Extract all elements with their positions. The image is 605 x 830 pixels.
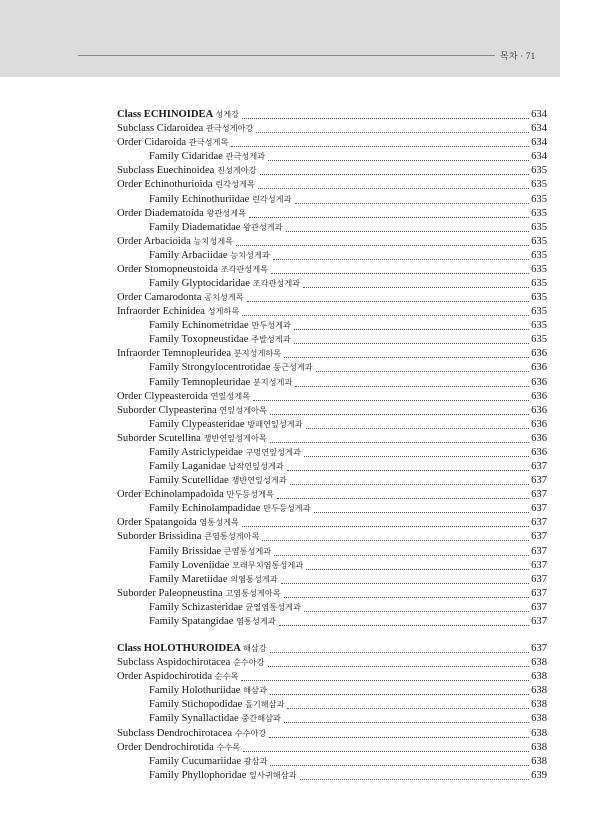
toc-entry — [117, 404, 547, 418]
toc-page-number: 637 — [531, 573, 547, 585]
toc-page-number: 637 — [531, 461, 547, 472]
toc-entry-title — [149, 683, 267, 698]
toc-page-number: 637 — [531, 531, 547, 543]
toc-entry-title — [117, 726, 266, 741]
toc-dot-leader — [243, 750, 529, 752]
toc-entry-title — [149, 417, 303, 432]
toc-entry-korean-name: 분지성게하목 — [233, 348, 282, 359]
toc-page-number: 635 — [531, 207, 547, 219]
toc-entry-title — [149, 459, 284, 474]
toc-entry-latin-name: Family Clypeasteridae — [149, 418, 245, 430]
toc-page-number: 636 — [531, 362, 547, 374]
toc-entry-korean-name: 주발성게과 — [251, 334, 291, 345]
toc-entry — [149, 474, 547, 488]
toc-entry-latin-name: Family Brissidae — [149, 545, 222, 557]
toc-page-number: 637 — [531, 615, 547, 627]
toc-entry-korean-name: 의염통성게과 — [230, 573, 278, 584]
toc-entry-title — [149, 192, 292, 207]
toc-entry — [149, 446, 547, 460]
toc-entry-korean-name: 분지성게과 — [252, 376, 293, 387]
toc-entry-title — [149, 754, 267, 769]
toc-page-number: 635 — [531, 193, 547, 205]
toc-dot-leader — [241, 679, 529, 681]
toc-entry-latin-name: Subclass Aspidochirotacea — [117, 657, 231, 669]
toc-page-number: 636 — [531, 404, 547, 416]
toc-entry-title — [149, 768, 297, 783]
toc-dot-leader — [306, 568, 529, 570]
toc-dot-leader — [262, 539, 529, 541]
toc-entry-korean-name: 납작연잎성게과 — [228, 461, 284, 471]
toc-entry-korean-name: 광삼과 — [243, 755, 268, 766]
toc-entry-korean-name: 성게하목 — [207, 306, 240, 317]
toc-entry — [117, 432, 547, 446]
toc-entry — [149, 333, 547, 347]
toc-entry — [117, 347, 547, 361]
toc-entry-korean-name: 만두성게과 — [251, 320, 291, 331]
toc-entry-title — [149, 318, 291, 333]
toc-dot-leader — [249, 216, 529, 218]
toc-entry-latin-name: Order Dendrochirotida — [117, 741, 214, 753]
toc-dot-leader — [242, 525, 529, 527]
toc-entry-latin-name: Family Loveniidae — [149, 559, 230, 571]
toc-dot-leader — [270, 693, 529, 695]
toc-entry — [117, 235, 547, 249]
toc-dot-leader — [300, 778, 530, 780]
toc-entry — [149, 319, 547, 333]
toc-dot-leader — [284, 721, 529, 723]
toc-entry — [117, 122, 547, 136]
toc-class-entry — [117, 108, 547, 122]
toc-entry — [149, 249, 547, 263]
toc-entry-title — [117, 163, 257, 178]
toc-entry-korean-name: 왕관성게과 — [243, 221, 283, 232]
toc-entry-latin-name: Order Aspidochirotida — [117, 671, 213, 683]
toc-entry — [149, 698, 547, 712]
toc-dot-leader — [295, 202, 530, 204]
toc-entry — [117, 488, 547, 502]
toc-entry-korean-name: 조각관성게과 — [252, 278, 301, 288]
toc-entry — [117, 305, 547, 319]
toc-page-number: 637 — [531, 517, 547, 529]
toc-entry-korean-name: 해삼강 — [242, 643, 267, 653]
toc-entry — [117, 390, 547, 404]
toc-dot-leader — [290, 483, 529, 485]
toc-entry-latin-name: Family Astriclypeidae — [149, 446, 243, 458]
running-head: 목차 · 71 — [500, 51, 536, 61]
toc-entry — [117, 178, 547, 192]
toc-entry-latin-name: Family Spatangidae — [149, 615, 234, 627]
toc-dot-leader — [268, 159, 529, 161]
toc-entry-title — [117, 487, 274, 502]
toc-dot-leader — [271, 272, 529, 274]
toc-entry-title — [117, 515, 239, 530]
toc-entry-title — [117, 290, 244, 305]
toc-dot-leader — [286, 230, 529, 232]
toc-entry-korean-name: 관극성게과 — [225, 151, 266, 162]
toc-entry-title — [117, 177, 255, 192]
toc-entry-title — [117, 346, 281, 361]
toc-entry — [117, 207, 547, 221]
toc-page-number: 636 — [531, 376, 547, 388]
toc-entry-latin-name: Order Arbacioida — [117, 235, 191, 247]
toc-dot-leader — [269, 736, 529, 738]
toc-page-number: 637 — [531, 475, 547, 487]
toc-entry-latin-name: Family Echinometridae — [149, 320, 249, 332]
toc-page-number: 637 — [531, 643, 547, 654]
toc-entry — [117, 516, 547, 530]
toc-dot-leader — [247, 300, 529, 302]
toc-entry-korean-name: 둥근성게과 — [273, 362, 313, 373]
toc-page-number: 635 — [531, 320, 547, 332]
toc-entry-korean-name: 순수아강 — [232, 657, 265, 668]
toc-entry-title — [149, 711, 281, 726]
toc-entry-korean-name: 관극성게아강 — [205, 123, 254, 134]
toc-dot-leader — [284, 596, 529, 598]
toc-entry-title — [149, 375, 292, 390]
toc-entry-latin-name: Order Echinolampadoida — [117, 489, 224, 501]
toc-entry-korean-name: 만두등성게과 — [263, 503, 311, 514]
toc-page-number: 636 — [531, 432, 547, 444]
toc-entry-title — [117, 655, 265, 670]
toc-dot-leader — [303, 286, 529, 288]
toc-page-number: 638 — [531, 657, 547, 669]
toc-dot-leader — [277, 497, 529, 499]
toc-page-number: 635 — [531, 179, 547, 191]
toc-entry-title — [149, 332, 291, 347]
toc-page-number: 638 — [531, 699, 547, 711]
toc-entry — [149, 769, 547, 783]
toc-page-number: 634 — [531, 151, 547, 163]
toc-entry-latin-name: Family Maretiidae — [149, 573, 228, 585]
toc-entry-latin-name: Family Strongylocentrotidae — [149, 362, 271, 374]
toc-entry-latin-name: Order Diadematoida — [117, 207, 204, 219]
toc-entry-title — [117, 431, 267, 446]
toc-entry-korean-name: 방패연잎성게과 — [247, 418, 303, 429]
toc-entry — [117, 164, 547, 178]
toc-entry-title — [117, 304, 239, 319]
toc-entry-latin-name: Family Synallactidae — [149, 713, 239, 725]
toc-class-entry — [117, 642, 547, 656]
toc-entry-title — [149, 544, 271, 559]
toc-entry-korean-name: 조각관성게목 — [220, 263, 269, 274]
toc-entry — [149, 376, 547, 390]
toc-entry-title — [149, 276, 300, 291]
toc-page-number: 636 — [531, 418, 547, 430]
toc-entry-latin-name: Class ECHINOIDEA — [117, 109, 213, 120]
toc-entry — [117, 136, 547, 150]
toc-page-number: 635 — [531, 306, 547, 318]
toc-page-number: 635 — [531, 263, 547, 275]
toc-entry-title — [117, 669, 238, 684]
toc-entry-title — [117, 135, 228, 150]
toc-entry-korean-name: 능치성게목 — [193, 235, 234, 246]
toc-page-number: 637 — [531, 489, 547, 501]
toc-entry-latin-name: Family Laganidae — [149, 461, 226, 472]
toc-entry — [117, 263, 547, 277]
toc-entry-korean-name: 모래무치염통성게과 — [231, 559, 304, 570]
toc-entry-title — [149, 572, 278, 587]
toc-dot-leader — [270, 413, 529, 415]
toc-entry-korean-name: 진성게아강 — [217, 165, 257, 176]
toc-page-number: 638 — [531, 755, 547, 767]
toc-entry-latin-name: Family Cidaridae — [149, 151, 223, 163]
toc-page-number: 635 — [531, 249, 547, 261]
toc-dot-leader — [306, 427, 529, 429]
toc-dot-leader — [242, 314, 529, 316]
toc-entry-title — [149, 445, 301, 460]
toc-entry-korean-name: 성게강 — [215, 109, 240, 119]
toc-entry-title — [149, 248, 270, 263]
toc-dot-leader — [295, 385, 529, 387]
toc-page-number: 638 — [531, 671, 547, 683]
toc-entry-latin-name: Order Clypeasteroida — [117, 390, 208, 402]
toc-entry-title — [149, 558, 303, 573]
toc-entry-latin-name: Order Cidaroida — [117, 137, 187, 149]
toc-entry-korean-name: 구멍연잎성게과 — [245, 446, 301, 457]
toc-entry-title — [117, 403, 267, 418]
toc-entry-latin-name: Suborder Clypeasterina — [117, 404, 217, 416]
toc-entry-title — [149, 501, 311, 516]
toc-entry-latin-name: Family Temnopleuridae — [149, 376, 251, 388]
toc-dot-leader — [281, 582, 529, 584]
toc-entry-latin-name: Family Schizasteridae — [149, 601, 243, 613]
toc-entry-korean-name: 균열염통성게과 — [245, 601, 301, 612]
toc-entry-title — [149, 473, 287, 488]
toc-entry-latin-name: Suborder Scutellina — [117, 432, 201, 444]
toc-entry — [149, 615, 547, 629]
toc-page-number: 635 — [531, 292, 547, 303]
toc-entry — [117, 727, 547, 741]
toc-entry-korean-name: 고염통성게아목 — [225, 587, 281, 598]
toc-page-number: 634 — [531, 137, 547, 149]
toc-entry — [117, 530, 547, 544]
toc-entry — [149, 545, 547, 559]
toc-entry-title — [117, 262, 268, 277]
toc-entry-korean-name: 연잎성게목 — [210, 390, 251, 401]
toc-entry-korean-name: 왕관성게목 — [206, 207, 246, 218]
toc-dot-leader — [314, 511, 529, 513]
toc-page-number: 635 — [531, 221, 547, 233]
toc-page-number: 635 — [531, 334, 547, 346]
toc-dot-leader — [273, 258, 529, 260]
toc-entry-title — [149, 149, 265, 164]
toc-entry-korean-name: 돌기해삼과 — [244, 699, 285, 710]
toc-entry-korean-name: 큰염통성게과 — [223, 545, 272, 556]
toc-entry-latin-name: Family Echinothuriidae — [149, 193, 250, 205]
toc-entry-title — [149, 600, 301, 615]
toc-entry-latin-name: Order Spatangoida — [117, 517, 197, 529]
toc-page-number: 636 — [531, 446, 547, 458]
toc-entry-latin-name: Subclass Dendrochirotacea — [117, 727, 233, 739]
toc-page-number: 637 — [531, 601, 547, 613]
toc-dot-leader — [304, 610, 529, 612]
toc-entry — [149, 361, 547, 375]
toc-entry-korean-name: 연잎성게아목 — [219, 404, 267, 415]
toc-entry-title — [117, 206, 246, 221]
toc-dot-leader — [270, 651, 529, 653]
toc-entry-latin-name: Subclass Euechinoidea — [117, 165, 215, 177]
toc-dot-leader — [279, 624, 529, 626]
toc-entry — [149, 712, 547, 726]
toc-page-number: 638 — [531, 685, 547, 697]
toc-entry-latin-name: Order Stomopneustoida — [117, 263, 218, 275]
toc-entry-title — [117, 234, 233, 249]
toc-entry — [117, 656, 547, 670]
toc-page-number: 637 — [531, 503, 547, 515]
toc-entry-korean-name: 쟁반연잎성게아목 — [203, 432, 267, 443]
toc-entry-title — [117, 641, 267, 656]
toc-entry — [149, 573, 547, 587]
toc-entry-latin-name: Subclass Cidaroidea — [117, 123, 204, 135]
toc-entry-latin-name: Family Diadematidae — [149, 221, 241, 233]
toc-page-number: 638 — [531, 727, 547, 739]
toc-entry-latin-name: Family Glyptocidaridae — [149, 278, 250, 289]
toc-entry-latin-name: Family Holothuriidae — [149, 685, 241, 697]
toc-entry-latin-name: Infraorder Temnopleuridea — [117, 348, 232, 360]
toc-entry — [149, 277, 547, 291]
toc-entry — [149, 559, 547, 573]
toc-entry-latin-name: Suborder Paleopneustina — [117, 587, 223, 599]
toc-entry-korean-name: 수수목 — [216, 741, 241, 752]
toc-entry-title — [117, 107, 239, 122]
toc-page-number: 637 — [531, 559, 547, 571]
toc-dot-leader — [287, 469, 529, 471]
toc-page-number: 638 — [531, 741, 547, 753]
toc-entry-latin-name: Family Scutellidae — [149, 475, 229, 487]
toc-dot-leader — [316, 370, 529, 372]
toc-entry-korean-name: 쟁반연잎성게과 — [231, 475, 287, 486]
toc-dot-leader — [268, 665, 530, 667]
toc-entry-korean-name: 린각성게목 — [215, 179, 255, 190]
toc-entry — [149, 601, 547, 615]
toc-page-number: 635 — [531, 165, 547, 177]
toc-entry-korean-name: 염통성게목 — [199, 517, 239, 528]
toc-entry — [117, 291, 547, 305]
toc-entry — [149, 221, 547, 235]
toc-entry-latin-name: Infraorder Echinidea — [117, 306, 205, 318]
toc-entry-korean-name: 염통성게과 — [236, 615, 276, 626]
toc-entry-title — [117, 121, 253, 136]
toc-entry-title — [117, 389, 250, 404]
toc-entry-latin-name: Family Phyllophoridae — [149, 769, 247, 781]
toc-dot-leader — [274, 554, 529, 556]
toc-page-number: 636 — [531, 348, 547, 360]
toc-entry-title — [149, 614, 276, 629]
toc-page-number: 638 — [531, 713, 547, 725]
toc-dot-leader — [294, 342, 530, 344]
toc-entry-latin-name: Suborder Brissidina — [117, 531, 202, 543]
toc-entry-korean-name: 능치성게과 — [230, 249, 270, 260]
toc-entry-title — [117, 586, 281, 601]
toc-dot-leader — [260, 173, 530, 175]
toc-page-number: 634 — [531, 123, 547, 135]
toc-entry — [149, 418, 547, 432]
toc-entry-korean-name: 수수아강 — [234, 727, 267, 738]
toc-dot-leader — [253, 399, 529, 401]
toc-entry-title — [149, 360, 313, 375]
toc-entry-korean-name: 만두등성게목 — [226, 489, 274, 500]
toc-entry-korean-name: 중간해삼과 — [241, 713, 281, 724]
toc-entry-korean-name: 큰염통성게아목 — [204, 531, 260, 542]
toc-entry — [117, 670, 547, 684]
toc-entry-latin-name: Family Stichopodidae — [149, 699, 243, 711]
toc-entry — [117, 741, 547, 755]
toc-dot-leader — [231, 145, 529, 147]
toc-entry-title — [117, 740, 240, 755]
toc-entry-title — [149, 697, 284, 712]
toc-dot-leader — [270, 764, 529, 766]
toc-dot-leader — [294, 328, 529, 330]
toc-entry — [149, 684, 547, 698]
toc-entry-latin-name: Family Cucumariidae — [149, 755, 242, 767]
toc-page-number: 634 — [531, 109, 547, 120]
toc-entry-korean-name: 잎사귀해삼과 — [249, 769, 297, 780]
toc-dot-leader — [304, 455, 529, 457]
toc-entry-latin-name: Order Echinothurioida — [117, 179, 213, 191]
toc-entry-korean-name: 순수목 — [214, 671, 239, 682]
toc-entry-latin-name: Order Camarodonta — [117, 292, 202, 303]
toc-dot-leader — [284, 356, 529, 358]
toc-entry — [149, 150, 547, 164]
toc-dot-leader — [242, 117, 529, 119]
toc-entry-latin-name: Family Arbaciidae — [149, 249, 228, 261]
toc-page-number: 635 — [531, 235, 547, 247]
toc-entry-korean-name: 관극성게목 — [188, 137, 229, 148]
toc-entry-latin-name: Family Toxopneustidae — [149, 334, 249, 346]
toc-entry-title — [149, 220, 283, 235]
toc-entry-korean-name: 공치성게목 — [204, 292, 244, 302]
toc-page-number: 639 — [531, 769, 547, 781]
toc-entry — [117, 587, 547, 601]
toc-dot-leader — [258, 187, 529, 189]
toc-page-number: 636 — [531, 390, 547, 402]
toc-page-number: 637 — [531, 545, 547, 557]
toc-dot-leader — [270, 441, 529, 443]
toc-dot-leader — [236, 244, 529, 246]
toc-entry — [149, 755, 547, 769]
toc-page-number: 637 — [531, 587, 547, 599]
toc-dot-leader — [287, 707, 529, 709]
toc-entry-latin-name: Class HOLOTHUROIDEA — [117, 643, 241, 654]
toc-entry-title — [117, 529, 259, 544]
toc-entry — [149, 460, 547, 474]
toc-page-number: 635 — [531, 278, 547, 289]
toc-dot-leader — [256, 131, 529, 133]
toc-entry — [149, 502, 547, 516]
toc-entry-korean-name: 린각성게과 — [251, 193, 292, 204]
toc-entry-korean-name: 해삼과 — [243, 685, 267, 696]
toc-entry-latin-name: Family Echinolampadidae — [149, 503, 261, 515]
toc-entry — [149, 193, 547, 207]
